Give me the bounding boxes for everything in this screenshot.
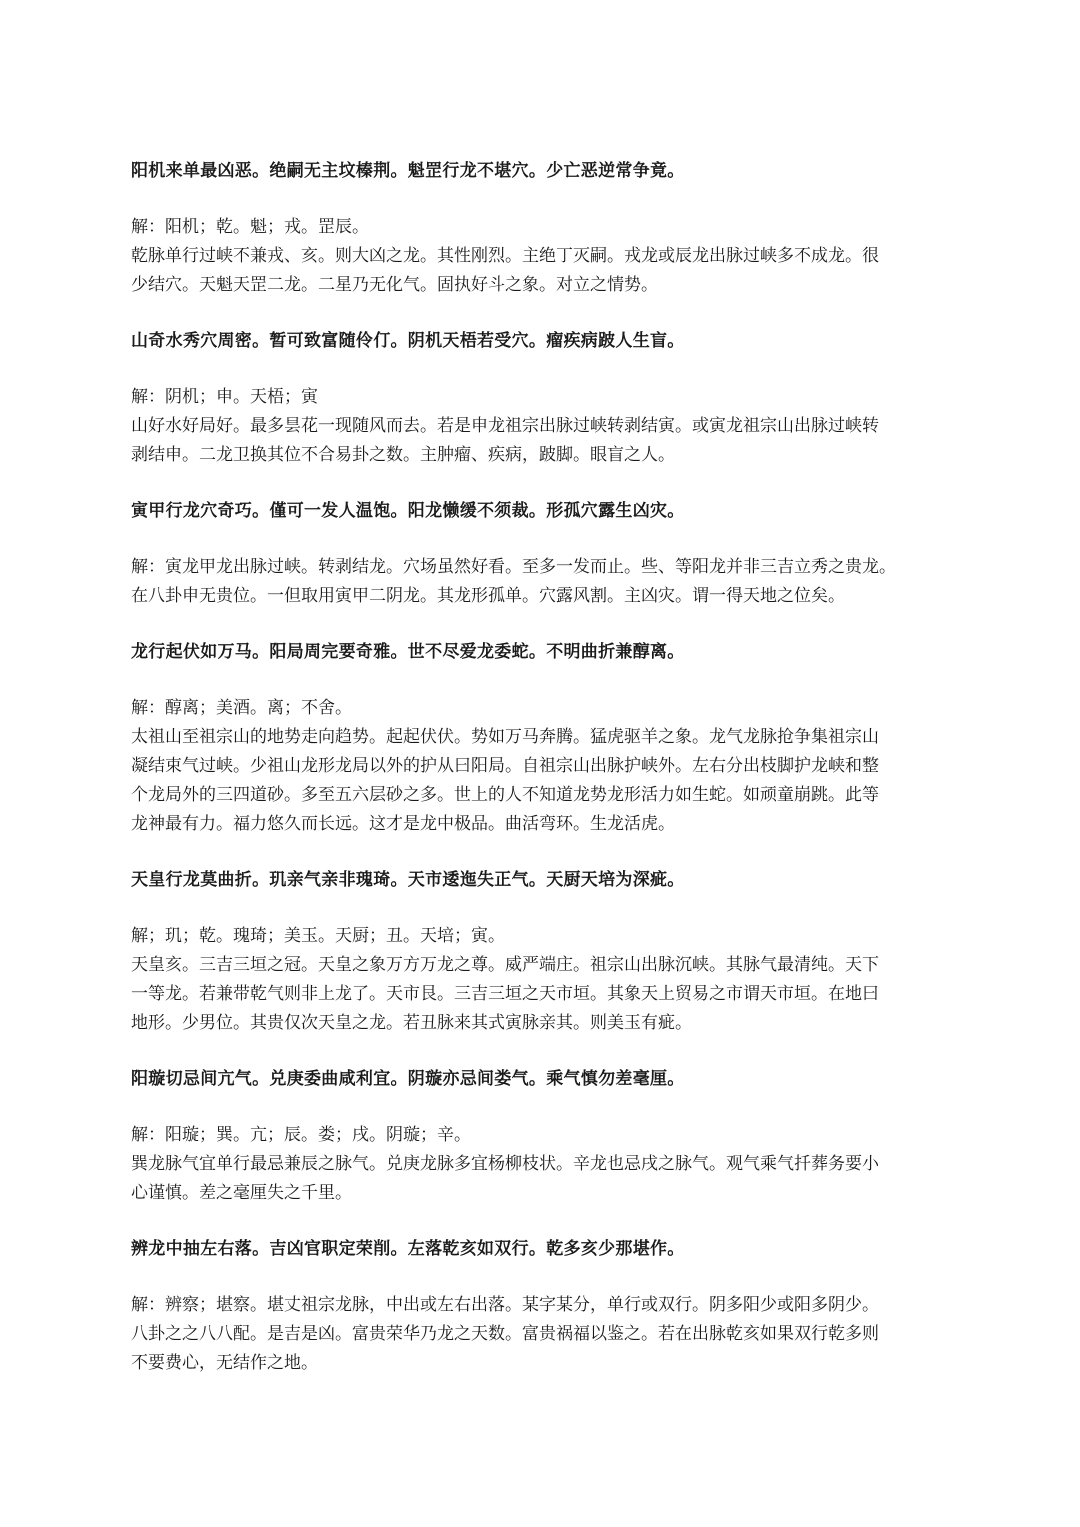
explanation-line: 在八卦申无贵位。一但取用寅甲二阴龙。其龙形孤单。穴露风割。主凶灾。谓一得天地之位矣。 [131,586,845,606]
explanation-line: 龙神最有力。福力悠久而长远。这才是龙中极品。曲活弯环。生龙活虎。 [131,814,675,834]
annotation-note: 解：阳璇；巽。亢；辰。娄；戌。阴璇；辛。 [131,1125,471,1145]
verse-section-6 [131,1065,981,1208]
explanation-line: 地形。少男位。其贵仅次天皇之龙。若丑脉来其式寅脉亲其。则美玉有疵。 [131,1013,692,1033]
explanation-line: 一等龙。若兼带乾气则非上龙了。天市艮。三吉三垣之天市垣。其象天上贸易之市谓天市垣。在地曰 [131,984,879,1004]
verse-section-1 [131,157,981,300]
annotation-note: 解：阳机；乾。魁；戎。罡辰。 [131,217,369,237]
explanation-line: 少结穴。天魁天罡二龙。二星乃无化气。固执好斗之象。对立之情势。 [131,275,658,295]
verse-section-3 [131,497,981,611]
annotation-note: 解；玑；乾。瑰琦；美玉。天厨；丑。天培；寅。 [131,926,505,946]
verse-heading: 天皇行龙莫曲折。玑亲气亲非瑰琦。天市逶迤失正气。天厨天培为深疵。 [131,870,685,890]
explanation-line: 乾脉单行过峡不兼戎、亥。则大凶之龙。其性刚烈。主绝丁灭嗣。戎龙或辰龙出脉过峡多不成龙。很 [131,246,879,266]
explanation-line: 太祖山至祖宗山的地势走向趋势。起起伏伏。势如万马奔腾。猛虎驱羊之象。龙气龙脉抢争集祖宗山 [131,727,879,747]
verse-section-2 [131,327,981,470]
document-page [131,157,981,1378]
explanation-line: 解：寅龙甲龙出脉过峡。转剥结龙。穴场虽然好看。至多一发而止。些、等阳龙并非三吉立秀之贵龙。 [131,557,896,577]
verse-heading: 辨龙中抽左右落。吉凶官职定荣削。左落乾亥如双行。乾多亥少那堪作。 [131,1239,685,1259]
verse-section-4 [131,638,981,839]
explanation-line: 心谨慎。差之毫厘失之千里。 [131,1183,352,1203]
verse-section-5 [131,866,981,1038]
explanation-line: 天皇亥。三吉三垣之冠。天皇之象万方万龙之尊。威严端庄。祖宗山出脉沉峡。其脉气最清纯。天下 [131,955,879,975]
explanation-line: 个龙局外的三四道砂。多至五六层砂之多。世上的人不知道龙势龙形活力如生蛇。如顽童崩跳。此等 [131,785,879,805]
verse-heading: 阳璇切忌间亢气。兑庚委曲咸利宜。阴璇亦忌间娄气。乘气慎勿差毫厘。 [131,1069,685,1089]
verse-heading: 寅甲行龙穴奇巧。僅可一发人温饱。阳龙懒缓不须裁。形孤穴露生凶灾。 [131,501,685,521]
verse-heading: 龙行起伏如万马。阳局周完要奇雅。世不尽爱龙委蛇。不明曲折兼醇离。 [131,642,685,662]
annotation-note: 解：阴机；申。天梧；寅 [131,387,318,407]
explanation-line: 剥结申。二龙卫换其位不合易卦之数。主肿瘤、疾病，跛脚。眼盲之人。 [131,445,675,465]
explanation-line: 凝结束气过峡。少祖山龙形龙局以外的护从曰阳局。自祖宗山出脉护峡外。左右分出枝脚护龙峡和整 [131,756,879,776]
verse-section-7 [131,1235,981,1378]
explanation-line: 解：辨察；堪察。堪丈祖宗龙脉，中出或左右出落。某字某分，单行或双行。阴多阳少或阳多阴少。 [131,1295,879,1315]
verse-heading: 阳机来单最凶恶。绝嗣无主坟榛荆。魁罡行龙不堪穴。少亡恶逆常争竟。 [131,161,685,181]
verse-heading: 山奇水秀穴周密。暂可致富随伶仃。阴机天梧若受穴。瘤疾病跛人生盲。 [131,331,685,351]
explanation-line: 巽龙脉气宜单行最忌兼辰之脉气。兑庚龙脉多宜杨柳枝状。辛龙也忌戌之脉气。观气乘气扦葬务要小 [131,1154,879,1174]
explanation-line: 八卦之之八八配。是吉是凶。富贵荣华乃龙之天数。富贵祸福以鉴之。若在出脉乾亥如果双行乾多则 [131,1324,879,1344]
annotation-note: 解：醇离；美酒。离；不舍。 [131,698,352,718]
explanation-line: 山好水好局好。最多昙花一现随风而去。若是申龙祖宗出脉过峡转剥结寅。或寅龙祖宗山出脉过峡转 [131,416,879,436]
explanation-line: 不要费心，无结作之地。 [131,1353,318,1373]
